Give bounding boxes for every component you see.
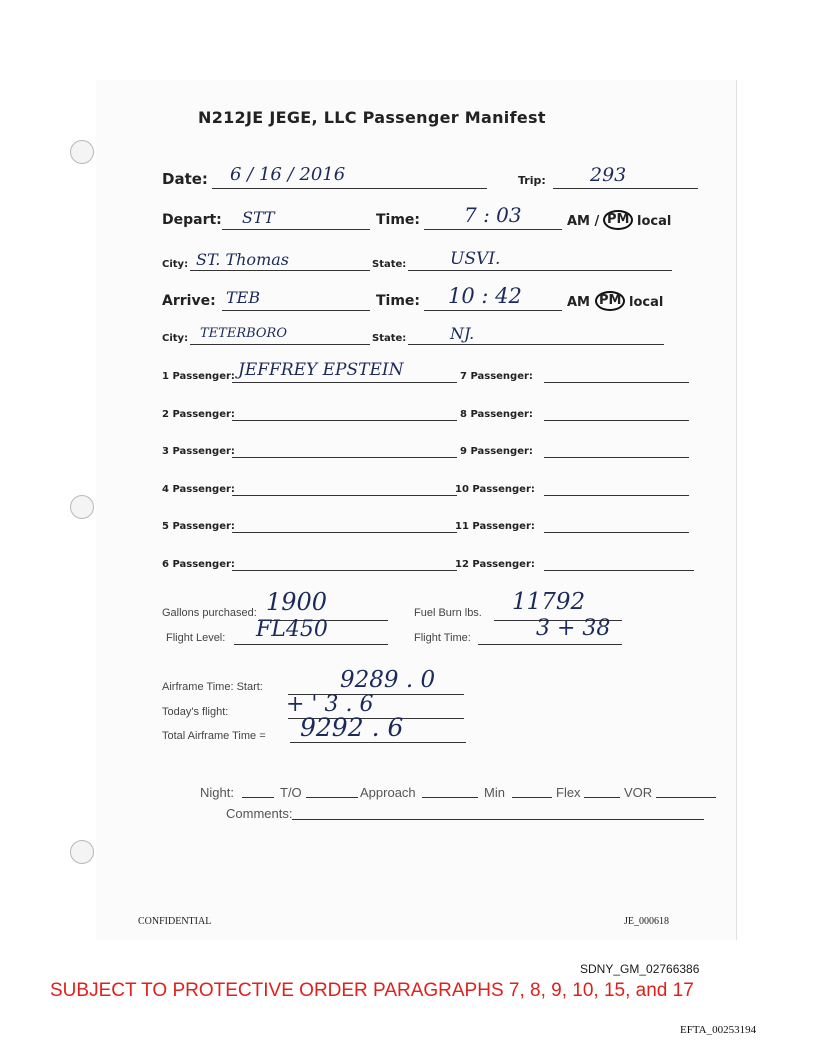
- passenger-5-line: [232, 532, 457, 533]
- passenger-12-label: 12 Passenger:: [455, 559, 535, 570]
- manifest-title: N212JE JEGE, LLC Passenger Manifest: [198, 108, 546, 127]
- depart-label: Depart:: [162, 212, 222, 228]
- sdny-bates-number: SDNY_GM_02766386: [580, 962, 700, 976]
- arrive-state-line: [408, 344, 664, 345]
- comments-label: Comments:: [226, 806, 293, 821]
- arrive-time-line: [424, 310, 562, 311]
- flex-line: [584, 797, 620, 798]
- min-line: [512, 797, 552, 798]
- trip-value: 293: [590, 164, 627, 186]
- flight-level-line: [234, 644, 388, 645]
- arrive-local: local: [629, 295, 664, 310]
- passenger-7-line: [544, 382, 689, 383]
- arrive-time-label: Time:: [376, 293, 421, 309]
- arrive-pm-circled: PM: [595, 291, 625, 311]
- passenger-4-line: [232, 495, 457, 496]
- night-line: [242, 797, 274, 798]
- arrive-city-value: TETERBORO: [200, 326, 288, 341]
- depart-time-label: Time:: [376, 212, 421, 228]
- passenger-2-label: 2 Passenger:: [162, 409, 235, 420]
- to-line: [306, 797, 358, 798]
- flight-time-value: 3 + 38: [536, 616, 611, 641]
- arrive-am: AM: [567, 295, 590, 310]
- depart-local: local: [637, 214, 672, 229]
- date-line: [212, 188, 487, 189]
- depart-city-label: City:: [162, 259, 189, 270]
- arrive-time-value: 10 : 42: [448, 284, 522, 308]
- passenger-9-line: [544, 457, 689, 458]
- airframe-start-label: Airframe Time: Start:: [162, 681, 263, 693]
- punch-hole-middle: [70, 495, 94, 519]
- depart-city-value: ST. Thomas: [196, 250, 289, 269]
- document-id: JE_000618: [624, 916, 669, 927]
- punch-hole-bottom: [70, 840, 94, 864]
- punch-hole-top: [70, 140, 94, 164]
- passenger-9-label: 9 Passenger:: [460, 446, 533, 457]
- passenger-1-line: [232, 382, 457, 383]
- date-value: 6 / 16 / 2016: [230, 164, 346, 185]
- vor-label: VOR: [624, 785, 653, 800]
- confidential-label: CONFIDENTIAL: [138, 916, 212, 927]
- approach-label: Approach: [360, 785, 416, 800]
- efta-number: EFTA_00253194: [680, 1024, 757, 1036]
- vor-line: [656, 797, 716, 798]
- gallons-value: 1900: [266, 588, 328, 616]
- flight-level-value: FL450: [256, 617, 328, 642]
- trip-label: Trip:: [518, 174, 546, 187]
- min-label: Min: [484, 785, 505, 800]
- approach-line: [422, 797, 478, 798]
- fuel-burn-label: Fuel Burn lbs.: [414, 607, 482, 619]
- arrive-value: TEB: [226, 288, 261, 307]
- passenger-3-line: [232, 457, 457, 458]
- trip-line: [553, 188, 698, 189]
- passenger-8-line: [544, 420, 689, 421]
- depart-state-label: State:: [372, 259, 407, 270]
- depart-city-line: [190, 270, 370, 271]
- passenger-1-value: JEFFREY EPSTEIN: [238, 360, 404, 380]
- total-airframe-line: [290, 742, 466, 743]
- todays-flight-value: + ' 3 . 6: [286, 692, 374, 717]
- passenger-10-label: 10 Passenger:: [455, 484, 535, 495]
- passenger-3-label: 3 Passenger:: [162, 446, 235, 457]
- night-label: Night:: [200, 785, 234, 800]
- arrive-state-value: NJ.: [450, 324, 475, 343]
- gallons-label: Gallons purchased:: [162, 607, 257, 619]
- flight-time-line: [478, 644, 622, 645]
- passenger-8-label: 8 Passenger:: [460, 409, 533, 420]
- passenger-5-label: 5 Passenger:: [162, 521, 235, 532]
- passenger-1-label: 1 Passenger:: [162, 371, 235, 382]
- arrive-city-label: City:: [162, 333, 189, 344]
- depart-state-value: USVI.: [450, 249, 501, 269]
- arrive-state-label: State:: [372, 333, 407, 344]
- passenger-10-line: [544, 495, 689, 496]
- airframe-start-value: 9289 . 0: [340, 667, 436, 693]
- passenger-2-line: [232, 420, 457, 421]
- passenger-11-line: [544, 532, 689, 533]
- total-airframe-value: 9292 . 6: [300, 713, 404, 742]
- flex-label: Flex: [556, 785, 581, 800]
- passenger-6-line: [232, 570, 457, 571]
- arrive-line: [222, 310, 370, 311]
- total-airframe-label: Total Airframe Time =: [162, 730, 266, 742]
- passenger-4-label: 4 Passenger:: [162, 484, 235, 495]
- passenger-7-label: 7 Passenger:: [460, 371, 533, 382]
- depart-pm-circled: PM: [603, 210, 633, 230]
- flight-level-label: Flight Level:: [166, 632, 226, 644]
- protective-order-notice: SUBJECT TO PROTECTIVE ORDER PARAGRAPHS 7, 8, 9, 10, 15, and 17: [50, 980, 694, 1001]
- arrive-city-line: [190, 344, 370, 345]
- depart-am: AM /: [567, 214, 600, 229]
- fuel-burn-value: 11792: [512, 589, 586, 615]
- depart-time-line: [424, 229, 562, 230]
- passenger-6-label: 6 Passenger:: [162, 559, 235, 570]
- depart-time-value: 7 : 03: [464, 203, 522, 227]
- passenger-11-label: 11 Passenger:: [455, 521, 535, 532]
- to-label: T/O: [280, 785, 302, 800]
- flight-time-label: Flight Time:: [414, 632, 471, 644]
- arrive-label: Arrive:: [162, 293, 216, 309]
- date-label: Date:: [162, 170, 208, 188]
- depart-line: [222, 229, 370, 230]
- comments-line: [292, 819, 704, 820]
- passenger-12-line: [544, 570, 694, 571]
- depart-value: STT: [242, 208, 275, 227]
- manifest-sheet: [96, 80, 737, 940]
- depart-state-line: [408, 270, 672, 271]
- todays-flight-label: Today's flight:: [162, 706, 229, 718]
